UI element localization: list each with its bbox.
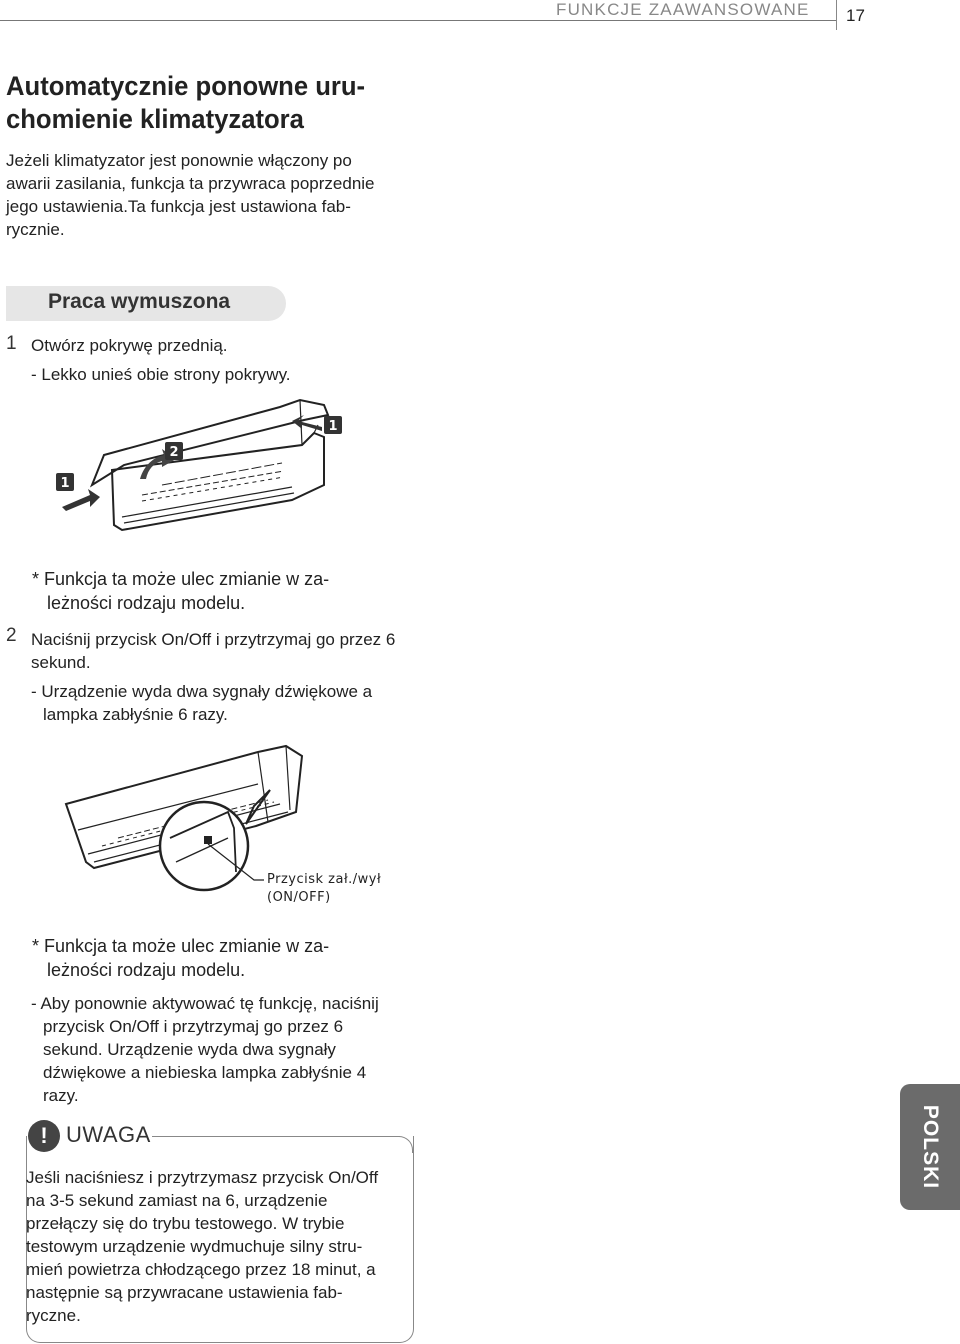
section-header: FUNKCJE ZAAWANSOWANE xyxy=(556,0,810,19)
reactivate-line: - Aby ponownie aktywować tę funkcję, naciśnij xyxy=(31,994,379,1013)
warning-line: mień powietrza chłodzącego przez 18 minut, a xyxy=(26,1260,376,1279)
label-line: (ON/OFF) xyxy=(267,890,331,905)
intro-line: Jeżeli klimatyzator jest ponownie włączony po xyxy=(6,151,352,170)
step-2-line: sekund. xyxy=(31,653,91,672)
step-1-text: Otwórz pokrywę przednią. xyxy=(31,336,228,355)
step-2-text xyxy=(31,628,411,674)
step-1-number: 1 xyxy=(6,333,17,354)
note-line: leżności rodzaju modelu. xyxy=(47,593,246,613)
figure-open-cover xyxy=(52,395,352,540)
marker-1-left: 1 xyxy=(60,476,70,491)
label-line: Przycisk zał./wył xyxy=(267,872,382,887)
warning-line: testowym urządzenie wydmuchuje silny stru- xyxy=(26,1237,363,1256)
warning-text xyxy=(26,1166,411,1327)
warning-line: Jeśli naciśniesz i przytrzymasz przycisk On/Off xyxy=(26,1168,379,1187)
warning-line: przełączy się do trybu testowego. W trybie xyxy=(26,1214,345,1233)
page-number: 17 xyxy=(846,6,865,25)
reactivate-line: razy. xyxy=(43,1086,79,1105)
note-line: * Funkcja ta może ulec zmianie w za- xyxy=(32,936,330,956)
note-line: * Funkcja ta może ulec zmianie w za- xyxy=(32,569,330,589)
warning-title: UWAGA xyxy=(66,1122,151,1147)
step-2-number: 2 xyxy=(6,625,17,646)
warning-line: następnie są przywracane ustawienia fab- xyxy=(26,1283,343,1302)
step-1-subtext: - Lekko unieś obie strony pokrywy. xyxy=(31,365,291,384)
step-2-sub-line: lampka zabłyśnie 6 razy. xyxy=(43,705,228,724)
reactivate-line: dźwiękowe a niebieska lampka zabłyśnie 4 xyxy=(43,1063,367,1082)
reactivate-paragraph xyxy=(31,992,411,1107)
marker-1-right: 1 xyxy=(328,419,338,434)
reactivate-line: sekund. Urządzenie wyda dwa sygnały xyxy=(43,1040,336,1059)
section-heading xyxy=(6,286,286,321)
model-note-1 xyxy=(32,567,329,615)
warning-line: ryczne. xyxy=(26,1306,81,1325)
page-title xyxy=(6,70,367,136)
intro-line: rycznie. xyxy=(6,220,65,239)
step-2-sub-line: - Urządzenie wyda dwa sygnały dźwiękowe a xyxy=(31,682,373,701)
on-off-button-label xyxy=(267,871,381,907)
intro-paragraph xyxy=(6,149,381,241)
note-line: leżności rodzaju modelu. xyxy=(47,960,246,980)
model-note-2 xyxy=(32,934,329,982)
marker-2: 2 xyxy=(169,445,179,460)
language-tab xyxy=(900,1084,960,1210)
header-divider xyxy=(836,0,837,30)
warning-icon: ! xyxy=(28,1120,60,1152)
language-tab-label: POLSKI xyxy=(919,1104,942,1190)
title-line-1: Automatycznie ponowne uru- xyxy=(6,71,366,101)
intro-line: jego ustawienia.Ta funkcja jest ustawiona fab- xyxy=(6,197,351,216)
header-rule-line xyxy=(0,20,836,21)
reactivate-line: przycisk On/Off i przytrzymaj go przez 6 xyxy=(43,1017,344,1036)
warning-box-top-border xyxy=(152,1136,400,1137)
step-2-line: Naciśnij przycisk On/Off i przytrzymaj go przez 6 xyxy=(31,630,396,649)
intro-line: awarii zasilania, funkcja ta przywraca poprzednie xyxy=(6,174,375,193)
title-line-2: chomienie klimatyzatora xyxy=(6,104,304,134)
step-2-subtext xyxy=(31,680,411,726)
warning-line: na 3-5 sekund zamiast na 6, urządzenie xyxy=(26,1191,328,1210)
section-heading-label: Praca wymuszona xyxy=(48,290,231,313)
